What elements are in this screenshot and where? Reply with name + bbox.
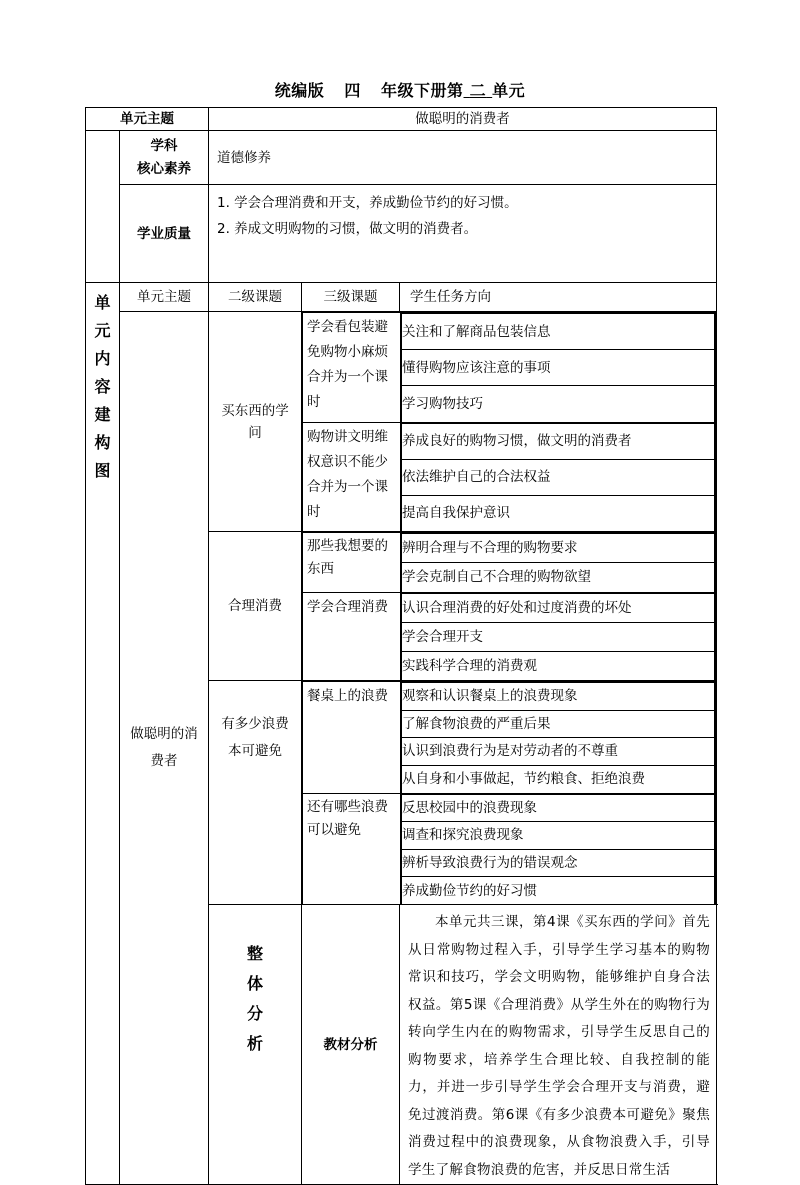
header-level3: 三级课题 — [302, 283, 400, 312]
task: 调查和探究浪费现象 — [402, 822, 715, 850]
title-unit-number: 二 — [469, 81, 487, 100]
task: 关注和了解商品包装信息 — [402, 314, 715, 350]
title-suffix: 单元 — [492, 81, 526, 100]
task: 观察和认识餐桌上的浪费现象 — [402, 683, 715, 711]
header-unit-theme: 单元主题 — [120, 283, 209, 312]
analysis-label: 整 体 分 析 — [209, 905, 302, 1185]
subtopic: 购物讲文明维权意识不能少合并为一个课时 — [303, 422, 401, 531]
textbook-analysis-label: 教材分析 — [302, 905, 400, 1185]
title-grade: 四 — [344, 81, 361, 100]
task: 养成勤俭节约的好习惯 — [402, 877, 715, 905]
task: 学会克制自己不合理的购物欲望 — [402, 563, 715, 592]
task: 辨明合理与不合理的购物要求 — [402, 534, 715, 563]
title-middle: 年级下册第 — [380, 81, 464, 100]
lesson-3-detail — [302, 681, 717, 905]
title-edition: 统编版 — [274, 81, 325, 100]
textbook-analysis — [400, 905, 717, 1185]
task: 依法维护自己的合法权益 — [402, 459, 715, 495]
blank-left-cell — [86, 131, 120, 283]
task: 反思校园中的浪费现象 — [402, 794, 715, 822]
task: 学会合理开支 — [402, 622, 715, 651]
task: 辨析导致浪费行为的错误观念 — [402, 849, 715, 877]
lesson-1: 买东西的学问 — [209, 312, 302, 532]
task: 了解食物浪费的严重后果 — [402, 710, 715, 738]
subtopic: 学会合理消费 — [303, 592, 401, 680]
subtopic: 还有哪些浪费可以避免 — [303, 793, 401, 904]
header-direction: 学生任务方向 — [400, 283, 717, 312]
quality-items — [209, 185, 717, 283]
task: 学习购物技巧 — [402, 386, 715, 422]
task: 从自身和小事做起，节约粮食、拒绝浪费 — [402, 765, 715, 793]
lesson-3: 有多少浪费本可避免 — [209, 681, 302, 905]
core-literacy-value: 道德修养 — [209, 131, 717, 185]
core-literacy-label: 学科 核心素养 — [120, 131, 209, 185]
subtopic: 餐桌上的浪费 — [303, 682, 401, 794]
task: 提高自我保护意识 — [402, 495, 715, 531]
task: 认识合理消费的好处和过度消费的坏处 — [402, 593, 715, 622]
unit-plan-table — [85, 107, 717, 1185]
quality-item: 1. 学会合理消费和开支，养成勤俭节约的好习惯。 — [217, 195, 518, 211]
structure-theme: 做聪明的消费者 — [120, 312, 209, 1185]
lesson-2: 合理消费 — [209, 532, 302, 681]
lesson-2-detail — [302, 532, 717, 681]
structure-label: 单 元 内 容 建 构 图 — [86, 283, 120, 1185]
textbook-analysis-text: 本单元共三课，第4课《买东西的学问》首先从日常购物过程入手，引导学生学习基本的购物常识和技巧，学会文明购物，能够维护自身合法权益。第5课《合理消费》从学生外在的购物行为转向学生内在的购物需求，引导学生反思自己的购物要求，培养学生合理比较、自我控制的能力，并进一步引导学生学会合理开支与消费，避免过渡消费。第6课《有多少浪费本可避免》聚焦消费过程中的浪费现象，从食物浪费入手，引导学生了解食物浪费的危害，并反思日常生活 — [408, 914, 711, 1178]
unit-theme-label: 单元主题 — [86, 108, 209, 131]
task: 养成良好的购物习惯，做文明的消费者 — [402, 423, 715, 459]
subtopic: 学会看包装避免购物小麻烦合并为一个课时 — [303, 313, 401, 423]
subtopic: 那些我想要的东西 — [303, 533, 401, 593]
quality-label: 学业质量 — [120, 185, 209, 283]
page-title — [0, 80, 800, 102]
lesson-1-detail — [302, 312, 717, 532]
task: 懂得购物应该注意的事项 — [402, 350, 715, 386]
quality-item: 2. 养成文明购物的习惯，做文明的消费者。 — [217, 221, 478, 237]
header-level2: 二级课题 — [209, 283, 302, 312]
unit-theme-value: 做聪明的消费者 — [209, 108, 717, 131]
task: 实践科学合理的消费观 — [402, 651, 715, 680]
task: 认识到浪费行为是对劳动者的不尊重 — [402, 738, 715, 766]
